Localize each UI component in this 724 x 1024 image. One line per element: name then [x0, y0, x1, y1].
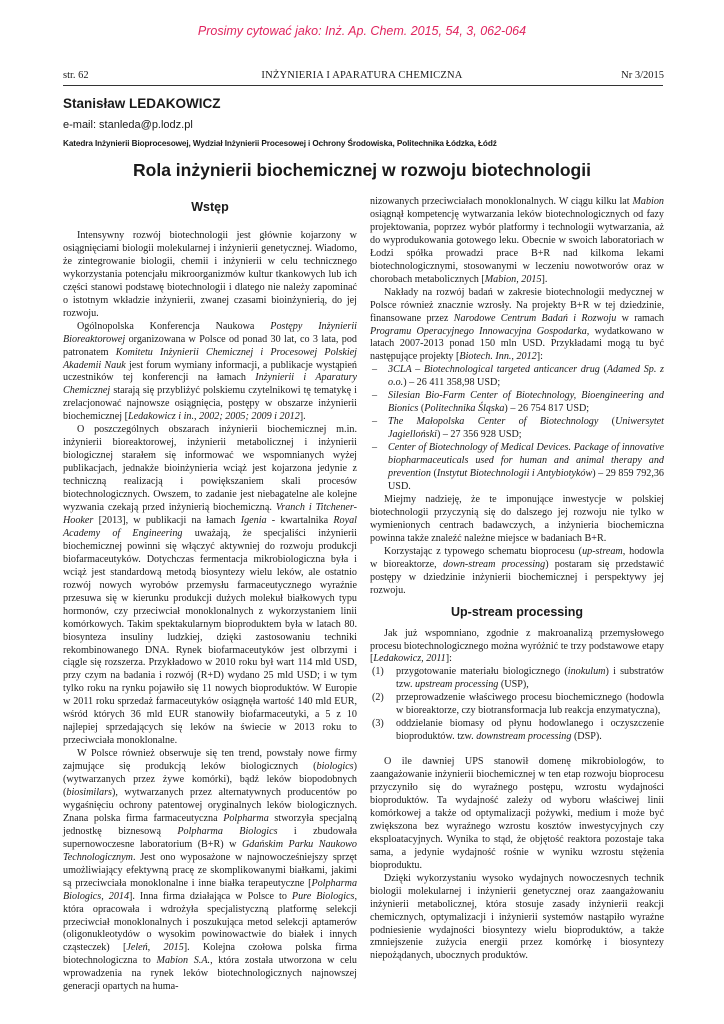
paragraph: Jak już wspomniano, zgodnie z makroanalizą przemysłowego procesu biotechnologicznego można wyróżnić te trzy podstawowe etapy [Ledakowicz, 2011]:: [370, 627, 664, 665]
header-rule: [63, 85, 663, 86]
list-item: – 3CLA – Biotechnological targeted anticancer drug (Adamed Sp. z o.o.) – 26 411 358,98 USD;: [372, 364, 664, 389]
list-item: – Silesian Bio-Farm Center of Biotechnology, Bioengineering and Bionics (Politechnika Śląska) – 26 754 817 USD;: [372, 390, 664, 415]
right-column: [370, 196, 664, 963]
paragraph: Intensywny rozwój biotechnologii jest głównie kojarzony w osiągnięciami biologii molekularnej i inżynierii genetycznej. Wiadomo, że zintegrowanie biologii, chemii i inżynierii w celu technicznego wykorzystania potencjału mikroorganizmów kultur tkankowych lub ich części stanowi podstawę biotechnologii i dlatego nie należy zapominać o istotnym wkładzie inżynierii, zwanej czasami bioinżynierią, do jej rozwoju.: [63, 230, 357, 319]
paragraph: O poszczególnych obszarach inżynierii biochemicznej m.in. inżynierii bioreaktorowej, inżynierii metabolicznej i inżynierii biologicznej starałem się informować we wspomnianych wyżej publikacjach, jednakże bioinżynieria wciąż jest kojarzona jedynie z techniczną realizacją i powiększaniem skali procesów biotechnologicznych. Owszem, to zadanie jest niebagatelne ale kolejne wyzwania czekają przed inżynierią biochemiczną. Vranch i Titchener-Hooker [2013], w publikacji na łamach Igenia - kwartalnika Royal Academy of Engineering uważają, że specjaliści inżynierii biochemicznej powinni się włączyć aktywniej do rozwoju produkcji biofarmaceutyków. Dotychczas fermentacja mikrobiologiczna była i wciąż jest standardową metodą biosyntezy wielu leków, ale ostatnio rozwój nowych wyrobów przemysłu farmaceutycznego wyraźnie przesuwa się w kierunku produkcji dużych molekuł białkowych typu hormonów, czy przeciwciał monoklonalnych z wykorzystaniem linii komórkowych. Takim spektakularnym bioproduktem była w latach 80. biosynteza insuliny ludzkiej, dzięki zastosowaniu techniki rekombinowanego DNA. Rynek biofarmaceutyków jest olbrzymi i ciągle się rozszerza. Przykładowo w 2010 roku był wart 114 mld USD, przy czym na badania i rozwój (R+D) wydano 25 mld USD; i w tym tylko roku na rynku pojawiło się 11 nowych bioproduktów. W Europie w 2011 roku sprzedaż farmaceutyków osiągnęła wartość 140 mld EUR, wśród których 36 mld EUR stanowiły biofarmaceutyki, a 5 z 10 najlepiej sprzedających się leków na świecie w 2013 roku to przeciwciała monoklonalne.: [63, 424, 357, 747]
paragraph: nizowanych przeciwciałach monoklonalnych. W ciągu kilku lat Mabion osiągnął kompetencję wytwarzania leków biotechnologicznych od fazy projektowania, poprzez wybór platformy i technologii wytwarzania, aż do wyprodukowania gotowego leku. Obecnie w swoich laboratoriach w Łodzi spółka prowadzi prace B+R nad kilkoma lekami biotechnologicznymi, stosowanymi w leczeniu nowotworów oraz w chorobach metabolicznych [Mabion, 2015].: [370, 196, 664, 285]
list-item: – The Małopolska Center of Biotechnology (Uniwersytet Jagielloński) – 27 356 928 USD;: [372, 416, 664, 441]
paragraph: W Polsce również obserwuje się ten trend, powstały nowe firmy zajmujące się produkcją leków biologicznych (biologics) (wytwarzanych przez żywe komórki), bądź leków biopodobnych (biosimilars), wytwarzanych przez alternatywnych producentów po wygaśnięciu ochrony patentowej oryginalnych leków biologicznych. Znana polska firma farmaceutyczna Polpharma stworzyła specjalną jednostkę biznesową Polpharma Biologics i zbudowała supernowoczesne laboratorium (B+R) w Gdańskim Parku Naukowo Technologicznym. Jest ono wyposażone w najnowocześniejszy sprzęt umożliwiający efektywną pracę ze skomplikowanymi białkami, jakimi są przeciwciała monoklonalne i inne białka terapeutyczne [Polpharma Biologics, 2014]. Inna firma działająca w Polsce to Pure Biologics, która opracowała i wdrożyła specjalistyczną platformę selekcji przeciwciał monoklonalnych i poszukująca metod selekcji aptamerów (oligonukleotydów o wysokim powinowactwie do białek i innych cząsteczek) [Jeleń, 2015]. Kolejna czołowa polska firma biotechnologiczna to Mabion S.A., która została utworzona w celu wprowadzenia na rynek leków biotechnologicznych najnowszej generacji opartych na huma-: [63, 748, 357, 993]
list-item: – Center of Biotechnology of Medical Devices. Package of innovative biopharmaceuticals used for human and animal therapy and prevention (Instytut Biotechnologii i Antybiotyków) – 29 859 792,36 USD.: [372, 442, 664, 492]
affiliation: Katedra Inżynierii Bioprocesowej, Wydział Inżynierii Procesowej i Ochrony Środowiska, Politechnika Łódzka, Łódź: [63, 139, 497, 148]
list-item: (3) oddzielanie biomasy od płynu hodowlanego i oczyszczenie bioproduktów. tzw. downstream processing (DSP).: [372, 718, 664, 743]
citation-note: Prosimy cytować jako: Inż. Ap. Chem. 2015, 54, 3, 062-064: [197, 24, 527, 38]
journal-name: INŻYNIERIA I APARATURA CHEMICZNA: [261, 70, 463, 81]
paragraph: Dzięki wykorzystaniu wysoko wydajnych nowoczesnych technik biologii molekularnej i inżynierii genetycznej oraz zaangażowaniu inżynierii metabolicznej, która stosuje zasady inżynierii reakcji chemicznych, optymalizacji i inżynierii systemów nastąpiło wyraźne podniesienie wydajności biosyntezy wielu bioproduktów, a także zmniejszenie zużycia energii przez komórkę i biosyntezy niepożądanych, ubocznych produktów.: [370, 872, 664, 962]
paragraph: Korzystając z typowego schematu bioprocesu (up-stream, hodowla w bioreaktorze, down-stream processing) postaram się przedstawić postępy w dziedzinie inżynierii biochemicznej i perspektywy jej rozwoju.: [370, 545, 664, 596]
paragraph: Miejmy nadzieję, że te imponujące inwestycje w polskiej biotechnologii przyczynią się do dalszego jej rozwoju nie tylko w wymienionych centrach badawczych, a inżynieria biochemiczna powinna także znaleźć należne miejsce w badaniach B+R.: [370, 493, 664, 544]
page-number: str. 62: [63, 70, 89, 81]
author-email[interactable]: e-mail: stanleda@p.lodz.pl: [63, 119, 193, 131]
article-title: Rola inżynierii biochemicznej w rozwoju biotechnologii: [133, 160, 591, 180]
paragraph: Ogólnopolska Konferencja Naukowa Postępy Inżynierii Bioreaktorowej organizowana w Polsce od ponad 30 lat, co 3 lata, pod patronatem Komitetu Inżynierii Chemicznej i Procesowej Polskiej Akademii Nauk jest forum wymiany informacji, a publikacje wystąpień uczestników tej konferencji na łamach Inżynierii i Aparatury Chemicznej starają się przybliżyć polskiemu czytelnikowi tę tematykę i zrelacjonować najnowsze osiągnięcia, postępy w obszarze inżynierii biochemicznej [Ledakowicz i in., 2002; 2005; 2009 i 2012].: [63, 320, 357, 423]
stage-list: [370, 666, 664, 744]
section-heading-intro: Wstęp: [191, 200, 229, 214]
list-item: (2) przeprowadzenie właściwego procesu biochemicznego (hodowla w bioreaktorze, czy biotransformacja lub reakcja enzymatyczna),: [372, 692, 664, 717]
section-heading-upstream: Up-stream processing: [451, 604, 583, 619]
author-name: Stanisław LEDAKOWICZ: [63, 96, 221, 111]
issue-number: Nr 3/2015: [621, 70, 664, 81]
list-item: (1) przygotowanie materiału biologicznego (inokulum) i substratów tzw. upstream processing (USP),: [372, 666, 664, 691]
project-list: [370, 364, 664, 494]
paragraph: O ile dawniej UPS stanowił domenę mikrobiologów, to zaangażowanie inżynierii biochemicznej w ten etap rozwoju bioprocesu przyczyniło się do wyraźnego postępu, wzrostu wydajności bioproduktów. Ta wydajność zależy od wyboru właściwej linii komórkowej a także od optymalizacji pożywki, medium i może być zwiększona bez wyraźnego wzrostu kosztów inwestycyjnych czy eksploatacyjnych. Wynika to stąd, że objętość reaktora pozostaje taka sama, a jedynie wydajność rośnie w wyniku wzrostu stężenia bioproduktu.: [370, 756, 664, 871]
left-column: [63, 196, 357, 994]
paragraph: Nakłady na rozwój badań w zakresie biotechnologii medycznej w Polsce również znacznie wzrosły. Na projekty B+R w tej dziedzinie, finansowane przez Narodowe Centrum Badań i Rozwoju w ramach Programu Operacyjnego Innowacyjna Gospodarka, wydatkowano w latach 2007-2013 ponad 150 mln USD. Przykładami mogą tu być następujące projekty [Biotech. Inn., 2012]:: [370, 286, 664, 363]
